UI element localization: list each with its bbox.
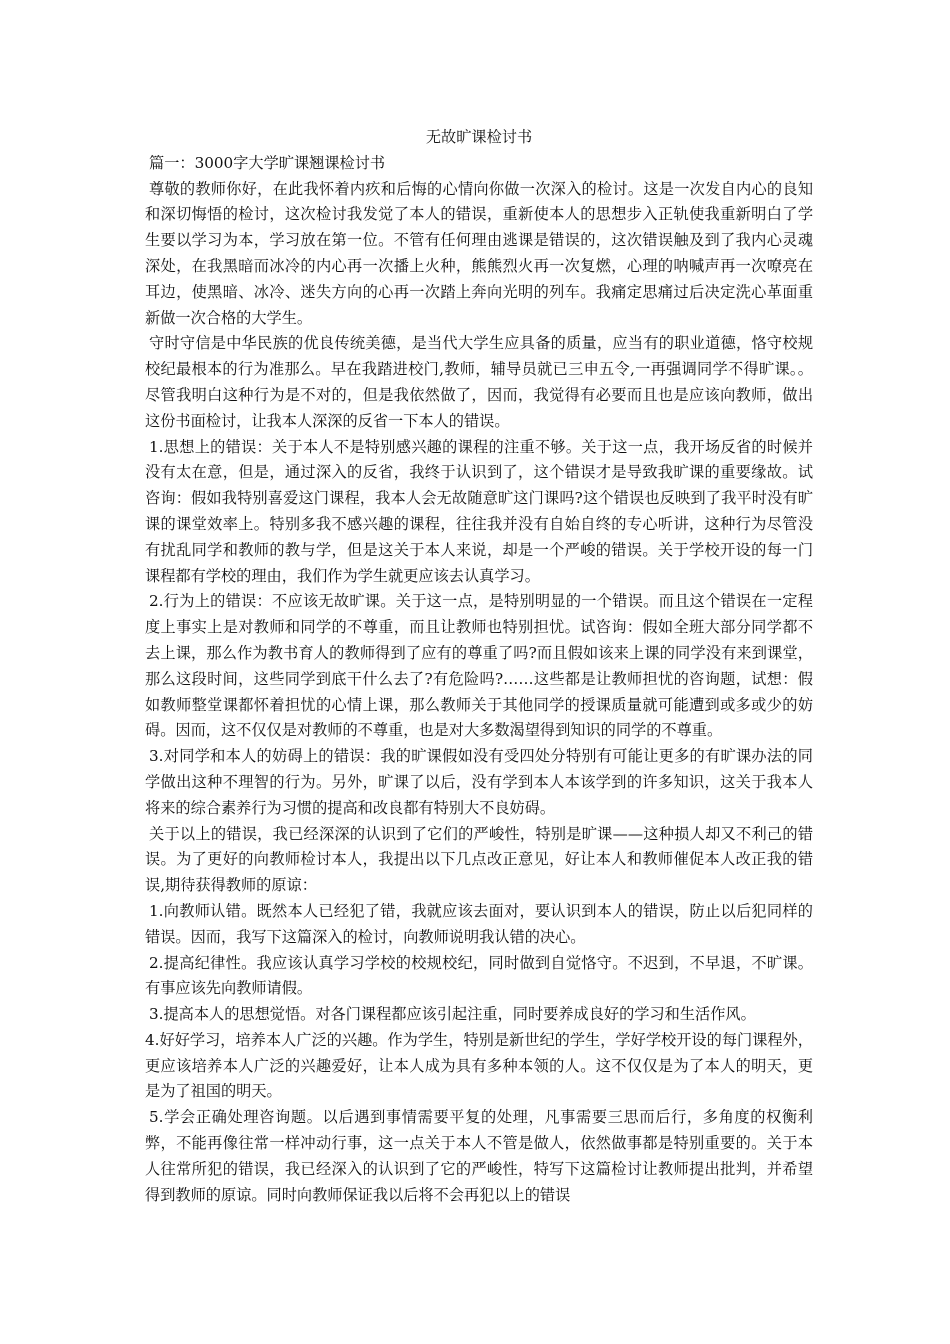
document-title: 无故旷课检讨书 — [425, 128, 533, 146]
paragraph-remedy-3: 3.提高本人的思想觉悟。对各门课程都应该引起注重，同时要养成良好的学习和生活作风。 — [149, 1005, 756, 1024]
paragraph-remedy-2: 2.提高纪律性。我应该认真学习学校的校规校纪，同时做到自觉恪守。不迟到，不早退，不旷课。有事应该先向教师请假。 — [145, 953, 813, 998]
paragraph-error-thinking: 1.思想上的错误：关于本人不是特别感兴趣的课程的注重不够。关于这一点，我开场反省的时候并没有太在意，但是，通过深入的反省，我终于认识到了，这个错误才是导致我旷课的重要缘故。试咨询：假如我特别喜爱这门课程，我本人会无故随意旷这门课吗?这个错误也反映到了我平时没有旷课的课堂效率上。特别多我不感兴趣的课程，往往我并没有自始自终的专心听讲，这种行为尽管没有扰乱同学和教师的教与学，但是这关于本人来说，却是一个严峻的错误。关于学校开设的每一门课程都有学校的理由，我们作为学生就更应该去认真学习。 — [145, 437, 813, 585]
paragraph-opening: 尊敬的教师你好，在此我怀着内疚和后悔的心情向你做一次深入的检讨。这是一次发自内心的良知和深切悔悟的检讨，这次检讨我发觉了本人的错误，重新使本人的思想步入正轨使我重新明白了学生要以学习为本，学习放在第一位。不管有任何理由逃课是错误的，这次错误触及到了我内心灵魂深处，在我黑暗而冰冷的内心再一次播上火种，熊熊烈火再一次复燃，心理的呐喊声再一次嘹亮在耳边，使黑暗、冰冷、迷失方向的心再一次踏上奔向光明的列车。我痛定思痛过后决定洗心革面重新做一次合格的大学生。 — [145, 179, 813, 327]
paragraph-remedy-1: 1.向教师认错。既然本人已经犯了错，我就应该去面对，要认识到本人的错误，防止以后犯同样的错误。因而，我写下这篇深入的检讨，向教师说明我认错的决心。 — [145, 901, 813, 946]
paragraph-error-impact: 3.对同学和本人的妨碍上的错误：我的旷课假如没有受四处分特别有可能让更多的有旷课办法的同学做出这种不理智的行为。另外，旷课了以后，没有学到本人本该学到的许多知识，这关于我本人将来的综合素养行为习惯的提高和改良都有特别大不良妨碍。 — [145, 747, 813, 817]
paragraph-remedy-4: 4.好好学习，培养本人广泛的兴趣。作为学生，特别是新世纪的学生，学好学校开设的每门课程外，更应该培养本人广泛的兴趣爱好，让本人成为具有多种本领的人。这不仅仅是为了本人的明天，更是为了祖国的明天。 — [145, 1030, 813, 1101]
paragraph-remedy-5: 5.学会正确处理咨询题。以后遇到事情需要平复的处理，凡事需要三思而后行，多角度的权衡利弊，不能再像往常一样冲动行事，这一点关于本人不管是做人，依然做事都是特别重要的。关于本人往常所犯的错误，我已经深入的认识到了它的严峻性，特写下这篇检讨让教师提出批判，并希望得到教师的原谅。同时向教师保证我以后将不会再犯以上的错误 — [145, 1108, 813, 1204]
paragraph-punctuality: 守时守信是中华民族的优良传统美德，是当代大学生应具备的质量，应当有的职业道德，恪守校规校纪最根本的行为准那么。早在我踏进校门,教师，辅导员就已三申五令,一再强调同学不得旷课。。尽管我明白这种行为是不对的，但是我依然做了，因而，我觉得有必要而且也是应该向教师，做出这份书面检讨，让我本人深深的反省一下本人的错误。 — [145, 334, 813, 430]
section-heading: 篇一：3000字大学旷课翘课检讨书 — [149, 153, 386, 172]
document-page — [145, 125, 813, 1208]
paragraph-error-behavior: 2.行为上的错误：不应该无故旷课。关于这一点，是特别明显的一个错误。而且这个错误在一定程度上事实上是对教师和同学的不尊重，而且让教师也特别担忧。试咨询：假如全班大部分同学都不去上课，那么作为教书育人的教师得到了应有的尊重了吗?而且假如该来上课的同学没有来到课堂，那么这段时间，这些同学到底干什么去了?有危险吗?……这些都是让教师担忧的咨询题，试想：假如教师整堂课都怀着担忧的心情上课，那么教师关于其他同学的授课质量就可能遭到或多或少的妨碍。因而，这不仅仅是对教师的不尊重，也是对大多数渴望得到知识的同学的不尊重。 — [145, 592, 813, 740]
paragraph-summary: 关于以上的错误，我已经深深的认识到了它们的严峻性，特别是旷课——这种损人却又不利己的错误。为了更好的向教师检讨本人，我提出以下几点改正意见，好让本人和教师催促本人改正我的错误,期待获得教师的原谅： — [145, 824, 813, 895]
